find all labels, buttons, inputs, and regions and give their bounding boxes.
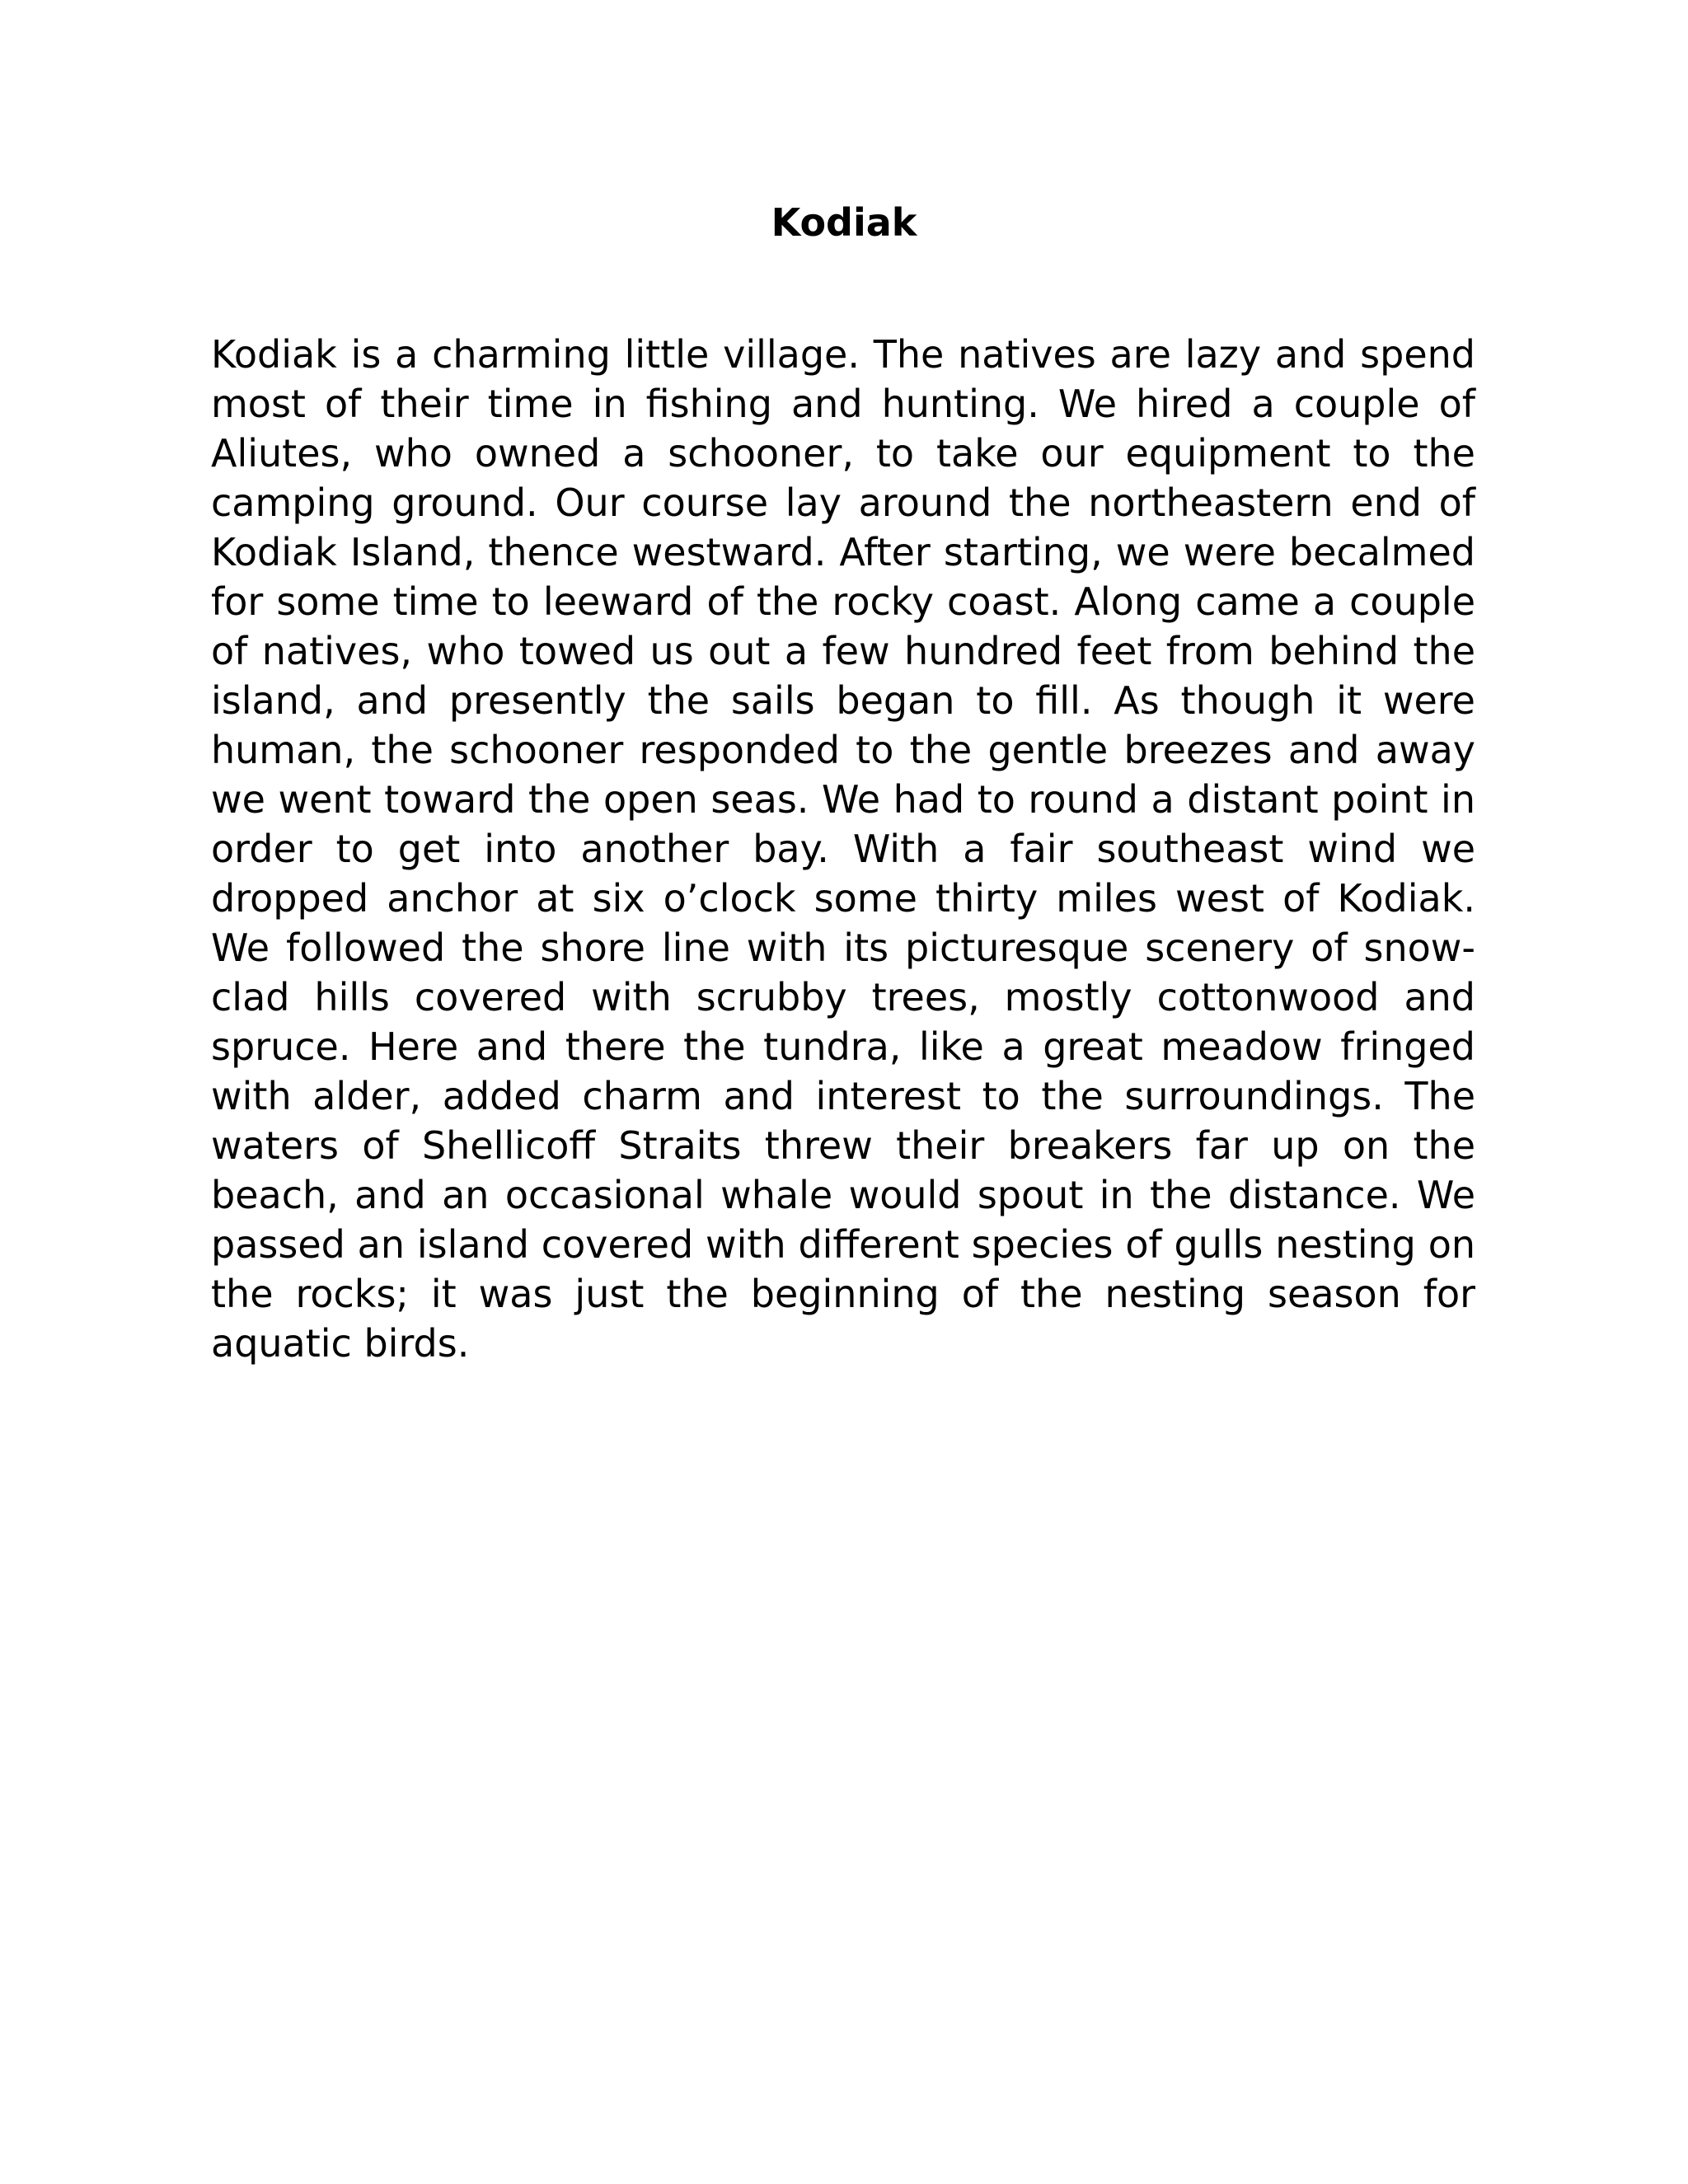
body-paragraph: Kodiak is a charming little village. The natives are lazy and spend most of their time in fishing and hunting. We hired a couple of Aliutes, who owned a schooner, to take our equipment to the camping ground. Our course lay around the northeastern end of Kodiak Island, thence westward. After starting, we were becalmed for some time to leeward of the rocky coast. Along came a couple of natives, who towed us out a few hundred feet from behind the island, and presently the sails began to fill. As though it were human, the schooner responded to the gentle breezes and away we went toward the open seas. We had to round a distant point in order to get into another bay. With a fair southeast wind we dropped anchor at six o’clock some thirty miles west of Kodiak. We followed the shore line with its picturesque scenery of snow-clad hills covered with scrubby trees, mostly cottonwood and spruce. Here and there the tundra, like a great meadow fringed with alder, added charm and interest to the surroundings. The waters of Shellicoff Straits threw their breakers far up on the beach, and an occasional whale would spout in the distance. We passed an island covered with different species of gulls nesting on the rocks; it was just the beginning of the nesting season for aquatic birds.	[211, 332, 1475, 1366]
page-title: Kodiak	[771, 200, 917, 245]
